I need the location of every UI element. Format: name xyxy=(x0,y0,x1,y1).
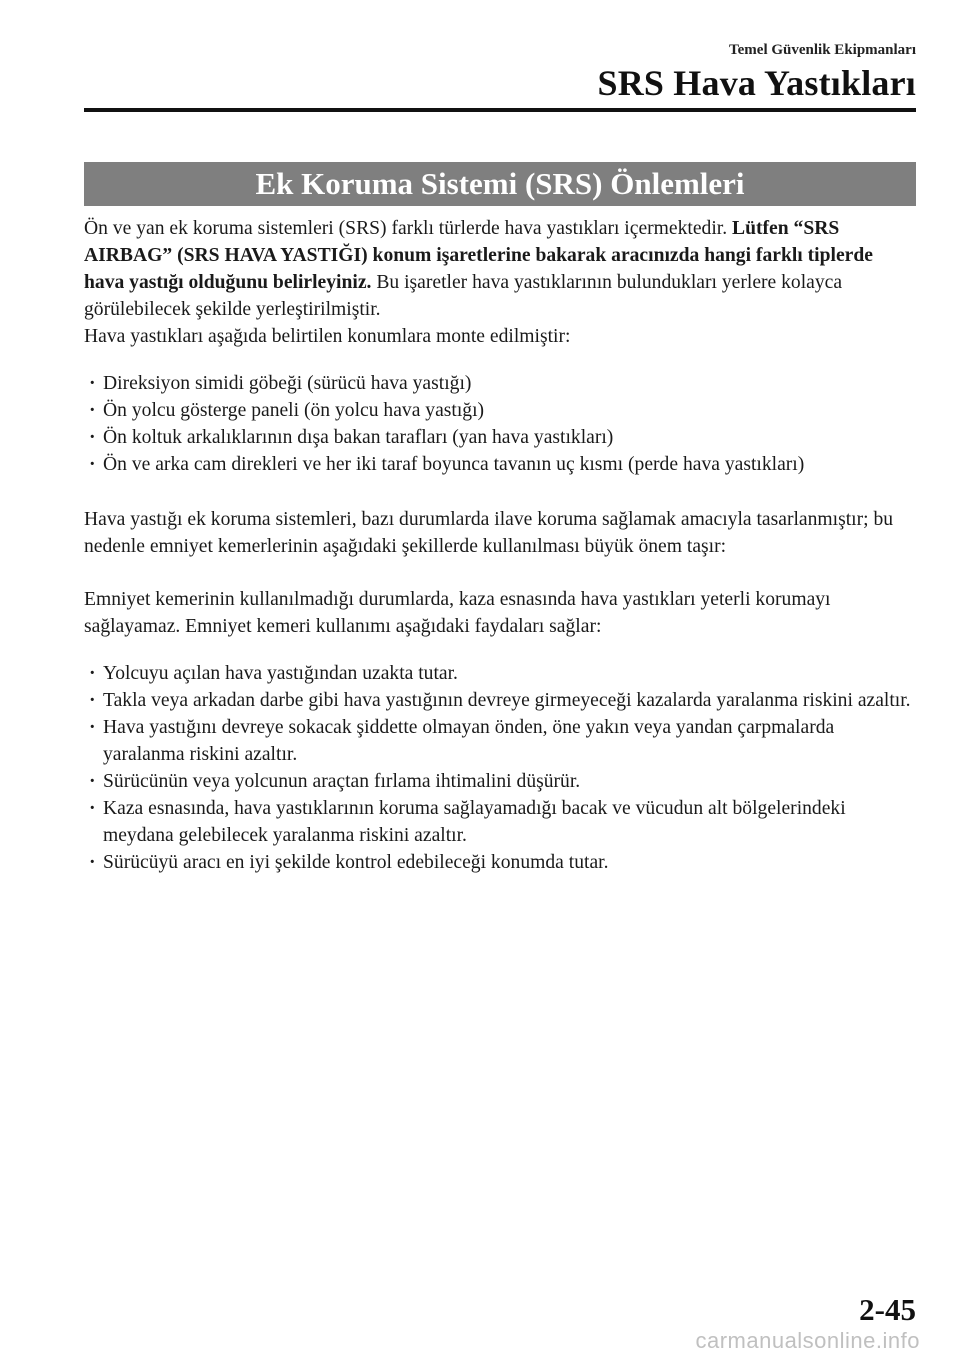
main-content xyxy=(84,215,916,876)
list-item xyxy=(84,687,916,714)
bullet-icon: · xyxy=(89,373,96,394)
bullet-icon: · xyxy=(89,427,96,448)
list-item xyxy=(84,451,916,478)
bullet-icon: · xyxy=(89,663,96,684)
intro-text-2: Bu işaretler hava yastıklarının bulundukları yerlere kolayca görülebilecek şekilde yerleştirilmiştir. xyxy=(84,272,843,320)
watermark: carmanualsonline.info xyxy=(695,1328,920,1353)
header-chapter: Temel Güvenlik Ekipmanları xyxy=(729,42,916,58)
list-item xyxy=(84,370,916,397)
list-item-text: Direksiyon simidi göbeği (sürücü hava yastığı) xyxy=(103,373,472,394)
section-title: Ek Koruma Sistemi (SRS) Önlemleri xyxy=(255,166,745,201)
list-item-text: Takla veya arkadan darbe gibi hava yastığının devreye girmeyeceği kazalarda yaralanma riskini azaltır. xyxy=(103,690,911,711)
list-item-text: Sürücüyü aracı en iyi şekilde kontrol edebileceği konumda tutar. xyxy=(103,852,609,873)
bullet-icon: · xyxy=(89,454,96,475)
airbag-purpose-paragraph: Hava yastığı ek koruma sistemleri, bazı durumlarda ilave koruma sağlamak amacıyla tasarlanmıştır; bu nedenle emniyet kemerlerinin aşağıdaki şekillerde kullanılması büyük önem taşır: xyxy=(84,509,894,557)
bullet-icon: · xyxy=(89,852,96,873)
bullet-icon: · xyxy=(89,717,96,738)
list-item-text: Ön koltuk arkalıklarının dışa bakan tarafları (yan hava yastıkları) xyxy=(103,427,614,448)
list-item-text: Kaza esnasında, hava yastıklarının koruma sağlayamadığı bacak ve vücudun alt bölgelerindeki meydana gelebilecek yaralanma riskini azaltır. xyxy=(103,798,846,846)
list-item-text: Ön ve arka cam direkleri ve her iki taraf boyunca tavanın uç kısmı (perde hava yastıkları) xyxy=(103,454,805,475)
list-item xyxy=(84,397,916,424)
list-item xyxy=(84,660,916,687)
intro-text-1: Ön ve yan ek koruma sistemleri (SRS) farklı türlerde hava yastıkları içermektedir. xyxy=(84,218,733,239)
list-item xyxy=(84,768,916,795)
section-title-bar xyxy=(84,162,916,206)
bullet-icon: · xyxy=(89,400,96,421)
locations-intro: Hava yastıkları aşağıda belirtilen konumlara monte edilmiştir: xyxy=(84,326,571,347)
header-section-title: SRS Hava Yastıkları xyxy=(597,63,916,103)
list-item xyxy=(84,849,916,876)
page-number: 2-45 xyxy=(859,1292,916,1327)
bullet-icon: · xyxy=(89,690,96,711)
header-divider xyxy=(84,108,916,112)
bullet-icon: · xyxy=(89,798,96,819)
seatbelt-paragraph: Emniyet kemerinin kullanılmadığı durumlarda, kaza esnasında hava yastıkları yeterli korumayı sağlayamaz. Emniyet kemeri kullanımı aşağıdaki faydaları sağlar: xyxy=(84,589,831,637)
list-item xyxy=(84,424,916,451)
locations-list xyxy=(84,370,916,478)
bullet-icon: · xyxy=(89,771,96,792)
list-item-text: Sürücünün veya yolcunun araçtan fırlama ihtimalini düşürür. xyxy=(103,771,581,792)
list-item xyxy=(84,714,916,768)
intro-paragraph xyxy=(84,215,916,323)
list-item-text: Hava yastığını devreye sokacak şiddette olmayan önden, öne yakın veya yandan çarpmalarda yaralanma riskini azaltır. xyxy=(103,717,835,765)
list-item-text: Ön yolcu gösterge paneli (ön yolcu hava yastığı) xyxy=(103,400,485,421)
intro-text-bold: Lütfen “SRS AIRBAG” (SRS HAVA YASTIĞI) konum işaretlerine bakarak aracınızda hangi farklı tiplerde hava yastığı olduğunu belirleyiniz. xyxy=(84,218,873,293)
list-item-text: Yolcuyu açılan hava yastığından uzakta tutar. xyxy=(103,663,458,684)
list-item xyxy=(84,795,916,849)
benefits-list xyxy=(84,660,916,876)
